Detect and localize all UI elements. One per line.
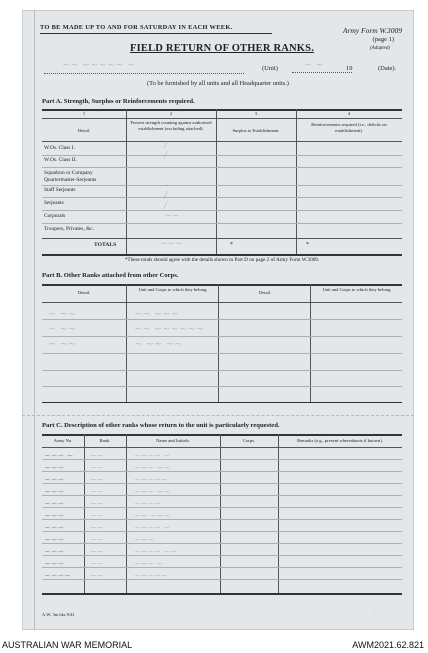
credit-accession-number: AWM2021.62.821 bbox=[352, 640, 424, 650]
totals-note: *These totals should agree with the details shown in Part D on page 2 of Army Form W.3009. bbox=[124, 257, 320, 263]
totals-mark-surplus: * bbox=[230, 242, 233, 248]
date-label: (Date). bbox=[378, 65, 397, 72]
row-rule bbox=[42, 238, 402, 239]
part-c-col-corps: Corps. bbox=[242, 438, 256, 443]
col-number-2: 2 bbox=[169, 111, 173, 116]
part-a-divider-2 bbox=[216, 109, 217, 255]
part-b-col-unit-1: Unit and Corps to which they belong. bbox=[138, 287, 208, 292]
part-b-title: Part B. Other Ranks attached from other Corps. bbox=[42, 272, 179, 279]
year-prefix: 19 bbox=[346, 65, 353, 72]
row-cqms: Squadron or Company Quartermaster-Serjeants bbox=[44, 170, 97, 183]
print-code: A.W. 3m bks 9/41 bbox=[42, 612, 75, 617]
part-b-col-detail-1: Detail. bbox=[77, 290, 91, 295]
part-b-col-unit-2: Unit and Corps to which they belong. bbox=[322, 287, 392, 292]
part-b-divider-1 bbox=[126, 284, 127, 402]
part-b-row-rule bbox=[42, 353, 402, 354]
part-c-header-rule bbox=[42, 447, 402, 448]
row-corporals: Corporals bbox=[44, 213, 66, 219]
unit-fill-line bbox=[44, 72, 244, 74]
header-instruction: TO BE MADE UP TO AND FOR SATURDAY IN EACH WEEK. bbox=[40, 24, 233, 31]
part-c-divider-2 bbox=[126, 434, 127, 594]
col-header-present-strength: Present strength counting against authorised establishment (excluding attached). bbox=[130, 120, 212, 131]
row-wo-class-2: W.Os. Class II. bbox=[44, 157, 77, 163]
handwritten-ranks: ~~ ~~ ~~ ~~ ~~ ~~ ~~ ~~ ~~ ~~ ~~ bbox=[90, 451, 104, 580]
handwritten-date: ~ ~ bbox=[304, 60, 324, 71]
part-c-divider-1 bbox=[84, 434, 85, 594]
part-a-divider-3 bbox=[296, 109, 297, 255]
handwritten-army-numbers: ~~~ ~ ~~~ ~~~ ~~~ ~~~ ~~~ ~~~ ~~~ ~~~ ~~~ ~~~~ bbox=[44, 451, 74, 580]
part-b-header-rule bbox=[42, 302, 402, 303]
handwritten-unit: ~~ ~~~~~ ~ bbox=[62, 60, 136, 71]
row-serjeants: Serjeants bbox=[44, 200, 64, 206]
part-a-title: Part A. Strength, Surplus or Reinforcements required. bbox=[42, 98, 195, 105]
row-rule bbox=[42, 167, 402, 168]
part-a-header-rule bbox=[42, 141, 402, 142]
part-b-row-rule bbox=[42, 386, 402, 387]
row-wo-class-1: W.Os. Class I. bbox=[44, 145, 75, 151]
row-rule bbox=[42, 197, 402, 198]
paper-fold-line bbox=[34, 10, 35, 630]
part-c-title: Part C. Description of other ranks whose return to the unit is particularly requested. bbox=[42, 422, 280, 429]
form-title: FIELD RETURN OF OTHER RANKS. bbox=[130, 43, 315, 54]
army-form-number: Army Form W.3009 bbox=[342, 26, 402, 35]
col-header-detail: Detail. bbox=[77, 128, 91, 133]
part-c-col-remarks: Remarks (e.g., present whereabouts if known). bbox=[297, 438, 383, 443]
row-rule bbox=[42, 185, 402, 186]
part-b-bottom-rule bbox=[42, 402, 402, 403]
handwritten-attached-details: ~ ~~ ~ ~~ ~ ~~ bbox=[48, 309, 77, 350]
part-b-top-rule bbox=[42, 284, 402, 286]
part-a-divider-1 bbox=[126, 109, 127, 255]
part-b-row-rule bbox=[42, 319, 402, 320]
part-a-bottom-rule bbox=[42, 254, 402, 256]
row-rule bbox=[42, 210, 402, 211]
row-privates: Troopers, Privates, &c. bbox=[44, 226, 94, 232]
part-b-divider-2 bbox=[218, 284, 219, 402]
part-c-top-rule bbox=[42, 434, 402, 436]
part-c-col-rank: Rank. bbox=[99, 438, 111, 443]
row-staff-serjeants: Staff Serjeants bbox=[44, 187, 76, 193]
unit-label: (Unit) bbox=[262, 65, 278, 72]
handwritten-attached-units: ~~ ~~~ ~~ ~~~~~~ ~ ~~ ~~ bbox=[134, 309, 205, 350]
row-rule bbox=[42, 223, 402, 224]
part-c-divider-3 bbox=[220, 434, 221, 594]
col-number-3: 3 bbox=[254, 111, 258, 116]
part-c-col-name: Name and Initials. bbox=[156, 438, 190, 443]
totals-mark-reinforcements: * bbox=[306, 242, 309, 248]
part-b-row-rule bbox=[42, 370, 402, 371]
col-number-1: 1 bbox=[82, 111, 86, 116]
part-c-divider-4 bbox=[278, 434, 279, 594]
corner-mark: ˇ bbox=[374, 612, 376, 617]
part-c-col-army-no: Army No. bbox=[53, 438, 73, 443]
row-rule bbox=[42, 155, 402, 156]
furnish-note: (To be furnished by all units and all Headquarter units.) bbox=[147, 80, 289, 87]
part-a-number-rule bbox=[42, 118, 402, 119]
col-number-4: 4 bbox=[347, 111, 351, 116]
date-fill-line bbox=[292, 72, 352, 73]
handwritten-total: ~~~ bbox=[160, 239, 183, 249]
col-header-surplus: Surplus to Establishment. bbox=[232, 128, 280, 133]
form-sheet bbox=[22, 10, 414, 630]
totals-label: TOTALS bbox=[94, 242, 117, 248]
part-b-divider-3 bbox=[310, 284, 311, 402]
col-header-reinforcements: Reinforcements required (i.e., deficits on establishment). bbox=[311, 122, 387, 133]
handwritten-strength-entries: / / – / / ~~ bbox=[164, 141, 180, 221]
part-b-col-detail-2: Detail. bbox=[258, 290, 272, 295]
header-rule bbox=[40, 33, 272, 34]
page-number: (page 1) bbox=[372, 36, 394, 43]
part-b-row-rule bbox=[42, 336, 402, 337]
adapted-note: (Adapted) bbox=[370, 46, 390, 51]
credit-institution: AUSTRALIAN WAR MEMORIAL bbox=[2, 640, 133, 650]
handwritten-names: ~~~~ ~ ~~~ ~~ ~~~~~ ~~~ ~~ ~~~~ ~~ ~~~ ~~~~ ~ ~~~ ~~~~ ~~ ~~~ ~ ~~~~~ bbox=[134, 451, 177, 580]
part-c-bottom-rule bbox=[42, 593, 402, 595]
fold-crease bbox=[22, 415, 414, 416]
